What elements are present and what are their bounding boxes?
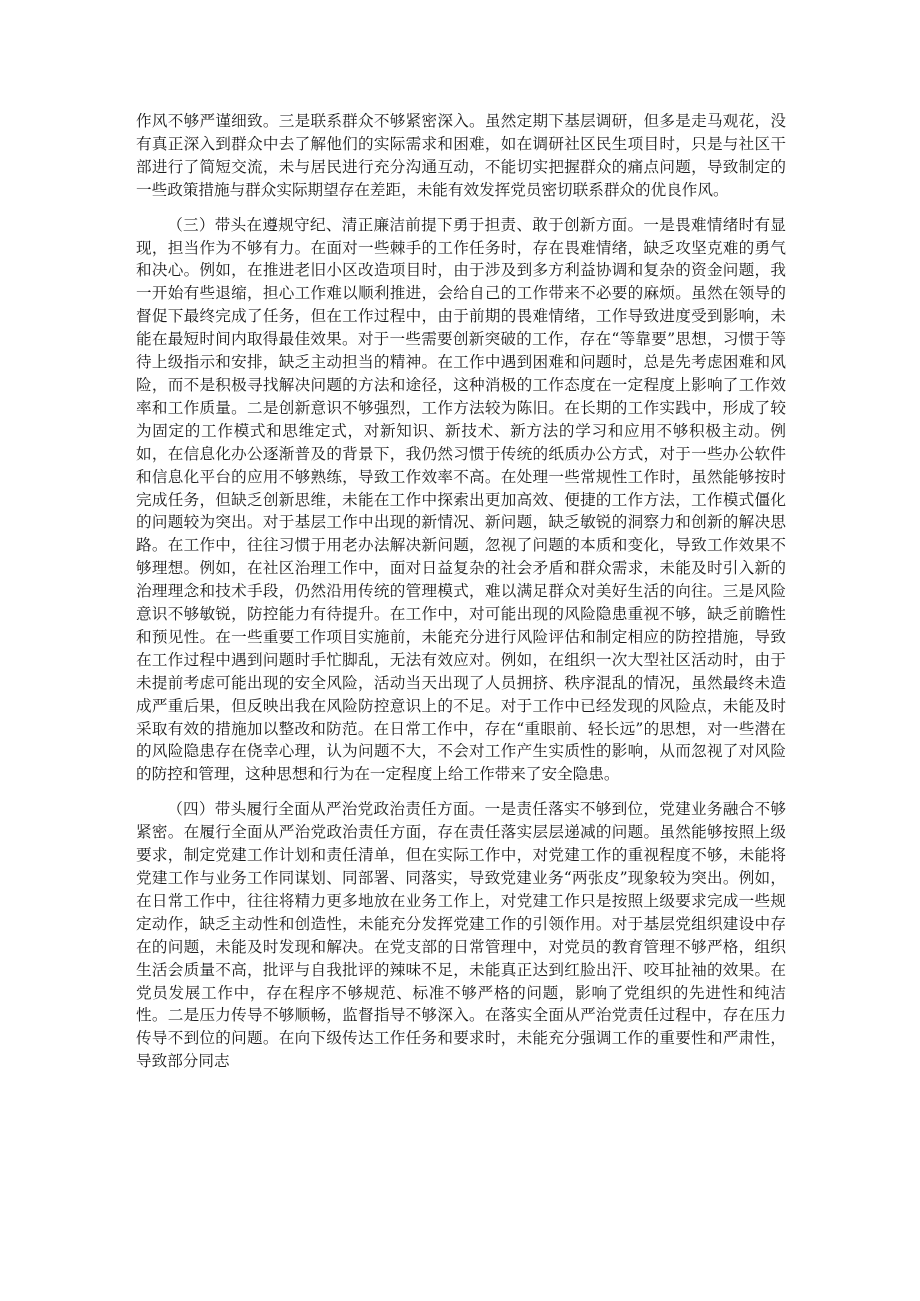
document-body [136, 110, 786, 1073]
paragraph-section-4: （四）带头履行全面从严治党政治责任方面。一是责任落实不够到位，党建业务融合不够紧密。在履行全面从严治党政治责任方面，存在责任落实层层递减的问题。虽然能够按照上级要求，制定党建工作计划和责任清单，但在实际工作中，对党建工作的重视程度不够，未能将党建工作与业务工作同谋划、同部署、同落实，导致党建业务“两张皮”现象较为突出。例如，在日常工作中，往往将精力更多地放在业务工作上，对党建工作只是按照上级要求完成一些规定动作，缺乏主动性和创造性，未能充分发挥党建工作的引领作用。对于基层党组织建设中存在的问题，未能及时发现和解决。在党支部的日常管理中，对党员的教育管理不够严格，组织生活会质量不高，批评与自我批评的辣味不足，未能真正达到红脸出汗、咬耳扯袖的效果。在党员发展工作中，存在程序不够规范、标准不够严格的问题，影响了党组织的先进性和纯洁性。二是压力传导不够顺畅，监督指导不够深入。在落实全面从严治党责任过程中，存在压力传导不到位的问题。在向下级传达工作任务和要求时，未能充分强调工作的重要性和严肃性，导致部分同志 [136, 800, 786, 1071]
paragraph-continuation: 作风不够严谨细致。三是联系群众不够紧密深入。虽然定期下基层调研，但多是走马观花，没有真正深入到群众中去了解他们的实际需求和困难，如在调研社区民生项目时，只是与社区干部进行了简短交流，未与居民进行充分沟通互动，不能切实把握群众的痛点问题，导致制定的一些政策措施与群众实际期望存在差距，未能有效发挥党员密切联系群众的优良作风。 [136, 112, 786, 199]
paragraph-section-3: （三）带头在遵规守纪、清正廉洁前提下勇于担责、敢于创新方面。一是畏难情绪时有显现，担当作为不够有力。在面对一些棘手的工作任务时，存在畏难情绪，缺乏攻坚克难的勇气和决心。例如，在推进老旧小区改造项目时，由于涉及到多方利益协调和复杂的资金问题，我一开始有些退缩，担心工作难以顺利推进，会给自己的工作带来不必要的麻烦。虽然在领导的督促下最终完成了任务，但在工作过程中，由于前期的畏难情绪，工作导致进度受到影响，未能在最短时间内取得最佳效果。对于一些需要创新突破的工作，存在“等靠要”思想，习惯于等待上级指示和安排，缺乏主动担当的精神。在工作中遇到困难和问题时，总是先考虑困难和风险，而不是积极寻找解决问题的方法和途径，这种消极的工作态度在一定程度上影响了工作效率和工作质量。二是创新意识不够强烈，工作方法较为陈旧。在长期的工作实践中，形成了较为固定的工作模式和思维定式，对新知识、新技术、新方法的学习和应用不够积极主动。例如，在信息化办公逐渐普及的背景下，我仍然习惯于传统的纸质办公方式，对于一些办公软件和信息化平台的应用不够熟练，导致工作效率不高。在处理一些常规性工作时，虽然能够按时完成任务，但缺乏创新思维，未能在工作中探索出更加高效、便捷的工作方法，工作模式僵化的问题较为突出。对于基层工作中出现的新情况、新问题，缺乏敏锐的洞察力和创新的解决思路。在工作中，往往习惯于用老办法解决新问题，忽视了问题的本质和变化，导致工作效果不够理想。例如，在社区治理工作中，面对日益复杂的社会矛盾和群众需求，未能及时引入新的治理理念和技术手段，仍然沿用传统的管理模式，难以满足群众对美好生活的向往。三是风险意识不够敏锐，防控能力有待提升。在工作中，对可能出现的风险隐患重视不够，缺乏前瞻性和预见性。在一些重要工作项目实施前，未能充分进行风险评估和制定相应的防控措施，导致在工作过程中遇到问题时手忙脚乱，无法有效应对。例如，在组织一次大型社区活动时，由于未提前考虑可能出现的安全风险，活动当天出现了人员拥挤、秩序混乱的情况，虽然最终未造成严重后果，但反映出我在风险防控意识上的不足。对于工作中已经发现的风险点，未能及时采取有效的措施加以整改和防范。在日常工作中，存在“重眼前、轻长远”的思想，对一些潜在的风险隐患存在侥幸心理，认为问题不大，不会对工作产生实质性的影响，从而忽视了对风险的防控和管理，这种思想和行为在一定程度上给工作带来了安全隐患。 [136, 215, 786, 784]
